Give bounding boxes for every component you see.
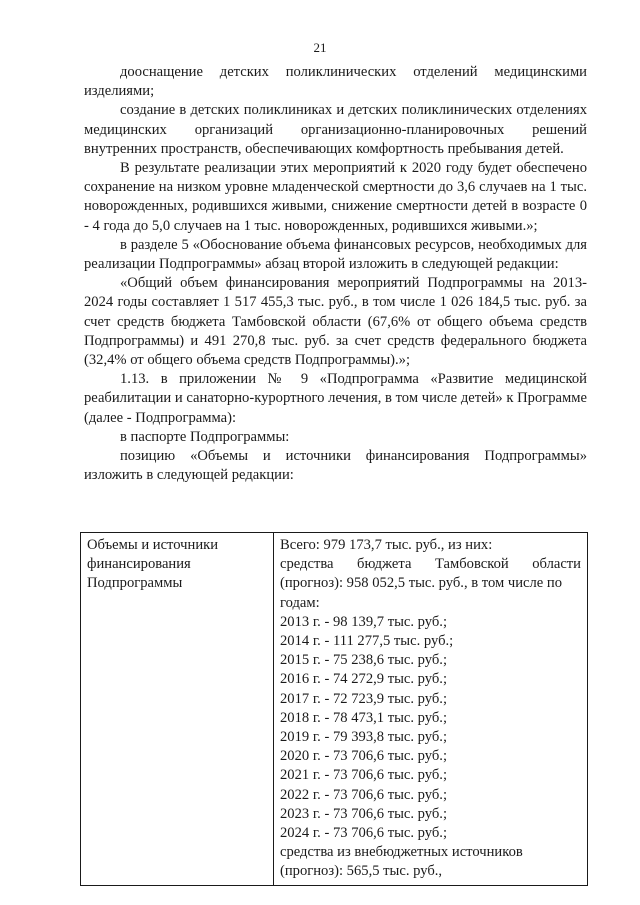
paragraph: В результате реализации этих мероприятий к 2020 году будет обеспечено сохранение на низком уровне младенческой смертности до 3,6 случаев на 1 тыс. новорожденных, родившихся живыми, снижение смертности детей в возрасте 0 - 4 года до 5,0 случаев на 1 тыс. новорожденных, родившихся живыми.»; — [84, 160, 587, 234]
label-line: Объемы и источники — [87, 537, 219, 553]
paragraph: в паспорте Подпрограммы: — [120, 428, 290, 445]
value-line: 2022 г. - 73 706,6 тыс. руб.; — [280, 786, 448, 803]
paragraph: позицию «Объемы и источники финансирования Подпрограммы» изложить в следующей редакции: — [84, 448, 587, 484]
label-line: Подпрограммы — [87, 575, 183, 592]
value-line: Всего: 979 173,7 тыс. руб., из них: — [280, 537, 493, 553]
value-line: средства из внебюджетных источников — [280, 844, 523, 861]
value-line: 2013 г. - 98 139,7 тыс. руб.; — [280, 613, 448, 630]
paragraph: «Общий объем финансирования мероприятий Подпрограммы на 2013-2024 годы составляет 1 517 455,3 тыс. руб., в том числе 1 026 184,5 тыс. руб. за счет средств бюджета Тамбовской области (67,6% от общего объема средств Подпрограммы) и 491 270,8 тыс. руб. за счет средств федерального бюджета (32,4% от общего объема средств Подпрограммы).»; — [84, 275, 587, 369]
value-line: 2015 г. - 75 238,6 тыс. руб.; — [280, 652, 448, 669]
value-line: 2016 г. - 74 272,9 тыс. руб.; — [280, 671, 448, 688]
document-body — [84, 63, 587, 485]
paragraph: в разделе 5 «Обоснование объема финансовых ресурсов, необходимых для реализации Подпрограммы» абзац второй изложить в следующей редакции: — [84, 236, 587, 273]
table-row — [81, 533, 588, 886]
funding-values-cell — [274, 533, 588, 886]
value-line: 2023 г. - 73 706,6 тыс. руб.; — [280, 805, 448, 822]
value-line: 2021 г. - 73 706,6 тыс. руб.; — [280, 767, 448, 784]
page-number: 21 — [313, 40, 327, 55]
value-line: (прогноз): 958 052,5 тыс. руб., в том числе по — [280, 575, 563, 592]
paragraph: 1.13. в приложении № 9 «Подпрограмма «Развитие медицинской реабилитации и санаторно-курортного лечения, в том числе детей» к Программе (далее - Подпрограмма): — [84, 371, 587, 426]
label-line: финансирования — [87, 556, 191, 573]
value-line: средства бюджета Тамбовской области — [280, 556, 581, 573]
value-line: 2017 г. - 72 723,9 тыс. руб.; — [280, 690, 448, 707]
value-line: 2020 г. - 73 706,6 тыс. руб.; — [280, 748, 448, 765]
value-line: 2024 г. - 73 706,6 тыс. руб.; — [280, 825, 448, 842]
funding-label-cell — [81, 533, 274, 886]
value-line: 2018 г. - 78 473,1 тыс. руб.; — [280, 709, 448, 726]
value-line: годам: — [280, 594, 320, 611]
paragraph: дооснащение детских поликлинических отделений медицинскими изделиями; — [84, 64, 587, 100]
funding-table — [80, 532, 588, 886]
value-line: (прогноз): 565,5 тыс. руб., — [280, 863, 443, 880]
value-line: 2014 г. - 111 277,5 тыс. руб.; — [280, 633, 454, 650]
paragraph: создание в детских поликлиниках и детских поликлинических отделениях медицинских организаций организационно-планировочных решений внутренних пространств, обеспечивающих комфортность пребывания детей. — [84, 102, 587, 157]
value-line: 2019 г. - 79 393,8 тыс. руб.; — [280, 729, 448, 746]
